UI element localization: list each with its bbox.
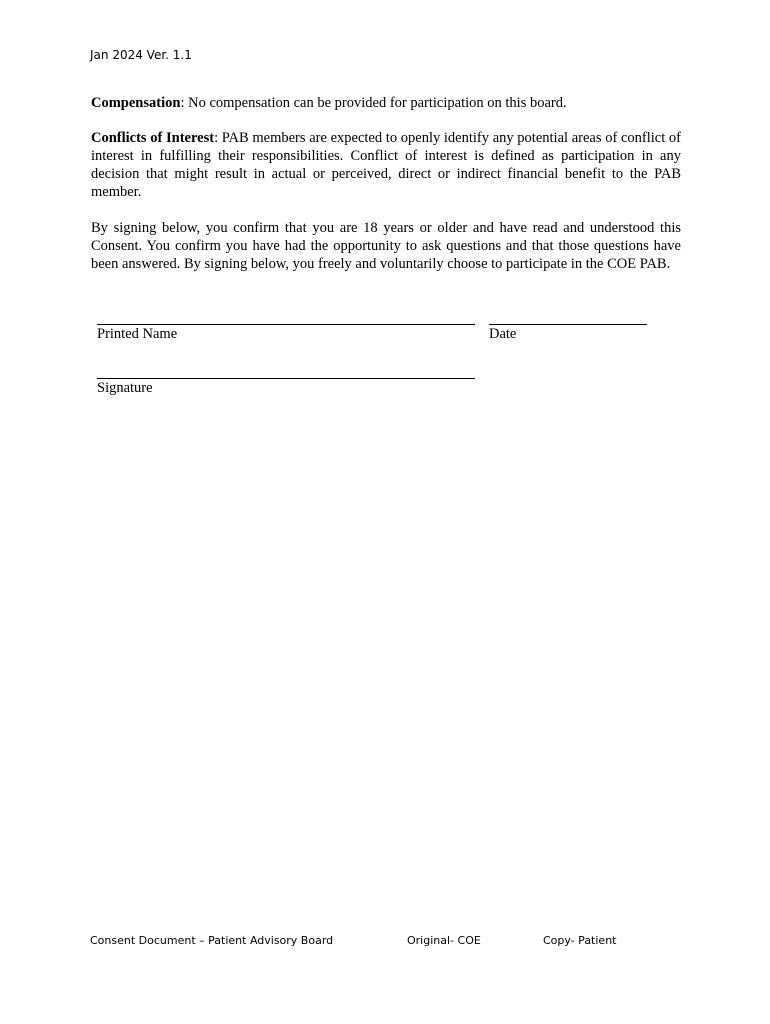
footer-document-title: Consent Document – Patient Advisory Board bbox=[90, 934, 334, 947]
conflicts-term: Conflicts of Interest bbox=[91, 130, 215, 146]
consent-paragraph: By signing below, you confirm that you are 18 years or older and have read and understood this Consent. You confirm you have had the opportunity to ask questions and that those questions have been answered. By signing below, you freely and voluntarily choose to participate in the COE PAB. bbox=[91, 220, 681, 272]
printed-name-label: Printed Name bbox=[97, 326, 178, 342]
date-field[interactable] bbox=[489, 324, 647, 325]
date-label: Date bbox=[489, 326, 517, 342]
compensation-term: Compensation bbox=[91, 95, 181, 111]
footer-copy-note: Copy- Patient bbox=[543, 934, 617, 947]
compensation-text: : No compensation can be provided for participation on this board. bbox=[180, 95, 567, 111]
compensation-paragraph bbox=[91, 94, 681, 112]
printed-name-field[interactable] bbox=[97, 324, 475, 325]
conflicts-text: : PAB members are expected to openly identify any potential areas of conflict of interest in fulfilling their responsibilities. Conflict of interest is defined as participation in any decision that might result in actual or perceived, direct or indirect financial benefit to the PAB member. bbox=[91, 130, 682, 200]
conflicts-paragraph bbox=[91, 129, 681, 201]
signature-field[interactable] bbox=[97, 378, 475, 379]
footer-original-note: Original- COE bbox=[407, 934, 481, 947]
signature-label: Signature bbox=[97, 380, 153, 396]
version-header: Jan 2024 Ver. 1.1 bbox=[90, 48, 192, 62]
